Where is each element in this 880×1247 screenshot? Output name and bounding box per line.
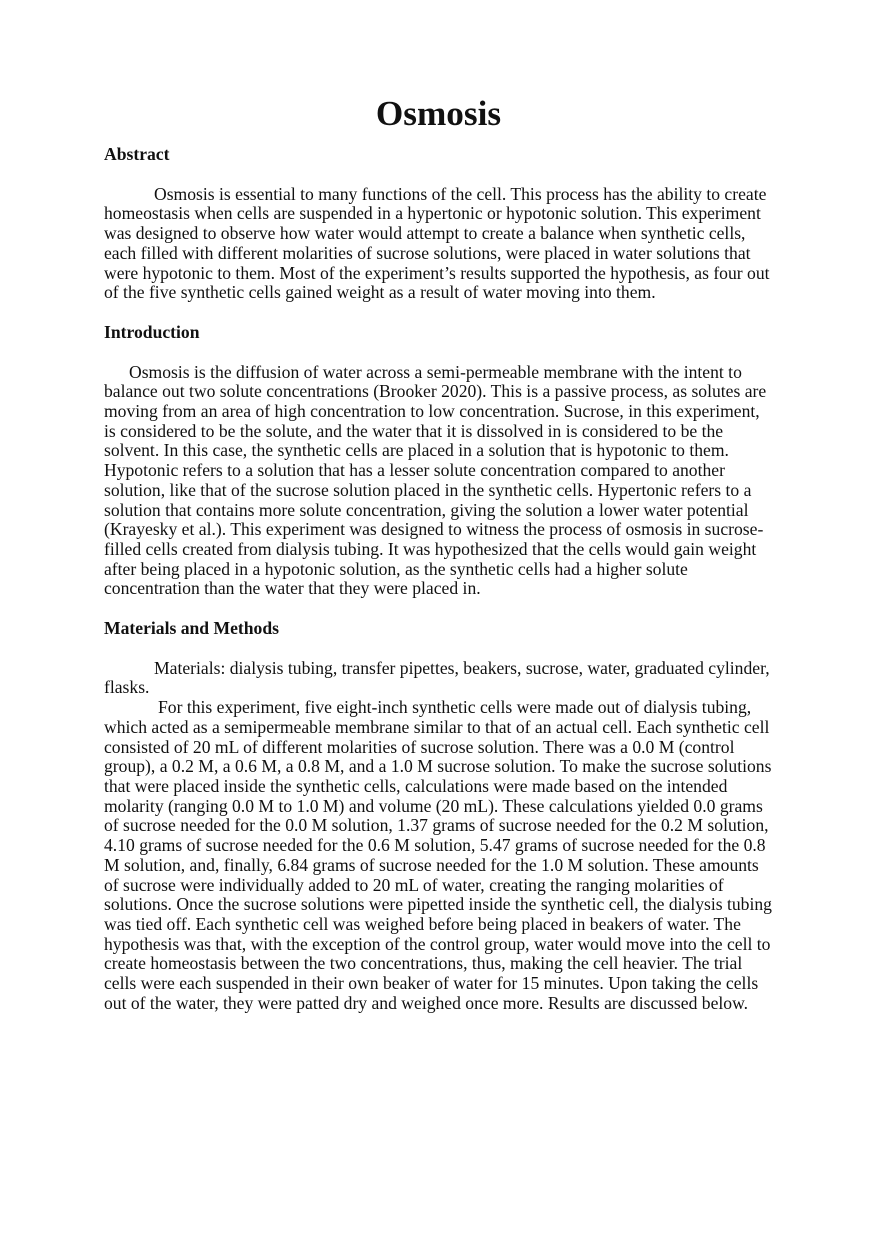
document-title: Osmosis bbox=[375, 94, 502, 133]
abstract-heading: Abstract bbox=[104, 144, 170, 164]
materials-and-methods-heading: Materials and Methods bbox=[104, 618, 279, 639]
abstract-paragraph: Osmosis is essential to many functions of the cell. This process has the ability to create homeostasis when cells are suspended in a hypertonic or hypotonic solution. This experiment was designed to observe how water would attempt to create a balance when synthetic cells, each filled with different molarities of sucrose solutions, were placed in water solutions that were hypotonic to them. Most of the experiment’s results supported the hypothesis, as four out of the five synthetic cells gained weight as a result of water moving into them. bbox=[104, 183, 770, 303]
methods-paragraph: For this experiment, five eight-inch synthetic cells were made out of dialysis tubing, which acted as a semipermeable membrane similar to that of an actual cell. Each synthetic cell consisted of 20 mL of different molarities of sucrose solution. There was a 0.0 M (control group), a 0.2 M, a 0.6 M, a 0.8 M, and a 1.0 M sucrose solution. To make the sucrose solutions that were placed inside the synthetic cells, calculations were made based on the intended molarity (ranging 0.0 M to 1.0 M) and volume (20 mL). These calculations yielded 0.0 grams of sucrose needed for the 0.0 M solution, 1.37 grams of sucrose needed for the 0.2 M solution, 4.10 grams of sucrose needed for the 0.6 M solution, 5.47 grams of sucrose needed for the 0.8 M solution, and, finally, 6.84 grams of sucrose needed for the 1.0 M solution. These amounts of sucrose were individually added to 20 mL of water, creating the ranging molarities of solutions. Once the sucrose solutions were pipetted inside the synthetic cell, the dialysis tubing was tied off. Each synthetic cell was weighed before being placed in beakers of water. The hypothesis was that, with the exception of the control group, water would move into the cell to create homeostasis between the two concentrations, thus, making the cell heavier. The trial cells were each suspended in their own beaker of water for 15 minutes. Upon taking the cells out of the water, they were patted dry and weighed once more. Results are discussed below. bbox=[104, 697, 772, 1013]
materials-paragraph: Materials: dialysis tubing, transfer pipettes, beakers, sucrose, water, graduated cylinder, flasks. bbox=[104, 657, 770, 698]
introduction-paragraph: Osmosis is the diffusion of water across a semi-permeable membrane with the intent to balance out two solute concentrations (Brooker 2020). This is a passive process, as solutes are moving from an area of high concentration to low concentration. Sucrose, in this experiment, is considered to be the solute, and the water that it is dissolved in is considered to be the solvent. In this case, the synthetic cells are placed in a solution that is hypotonic to them. Hypotonic refers to a solution that has a lesser solute concentration compared to another solution, like that of the sucrose solution placed in the synthetic cells. Hypertonic refers to a solution that contains more solute concentration, giving the solution a lower water potential (Krayesky et al.). This experiment was designed to witness the process of osmosis in sucrose-filled cells created from dialysis tubing. It was hypothesized that the cells would gain weight after being placed in a hypotonic solution, as the synthetic cells had a higher solute concentration than the water that they were placed in. bbox=[104, 361, 767, 599]
introduction-heading: Introduction bbox=[104, 321, 200, 342]
document-body bbox=[104, 94, 773, 1013]
